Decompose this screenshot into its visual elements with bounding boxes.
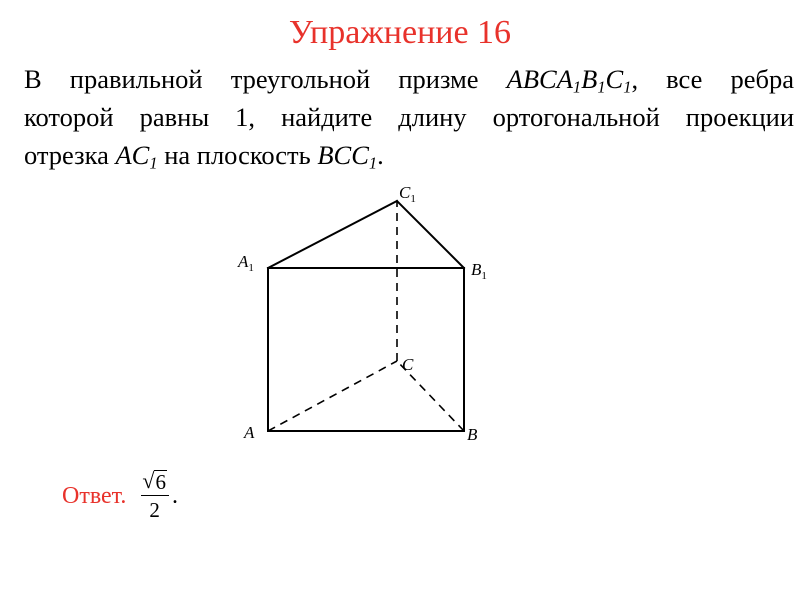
answer-label: Ответ. [62, 482, 127, 509]
answer-period: . [171, 482, 178, 509]
edge-a1-c1 [268, 201, 397, 268]
answer [62, 470, 178, 522]
answer-fraction [140, 470, 169, 522]
problem-text: , все ребра [631, 64, 794, 94]
hidden-edge-a-c [268, 361, 397, 431]
page-title: Упражнение 16 [288, 14, 512, 51]
plane-name: $BCC_1$ [317, 140, 378, 173]
problem-text: . [377, 140, 384, 170]
problem-text: отрезка [24, 140, 116, 170]
problem-text: В правильной треугольной призме [24, 64, 507, 94]
vertex-label-a1: $A_1$ [238, 252, 254, 274]
prism-name: $ABCA_1B_1C_1$ [506, 64, 632, 97]
vertex-label-a: A [244, 423, 255, 442]
problem-line-2: которой равны 1, найдите длину ортогональной проекции [24, 102, 794, 132]
fraction-denominator: 2 [149, 498, 160, 522]
edge-b1-c1 [397, 201, 464, 268]
fraction-bar [141, 495, 169, 496]
vertex-label-c: C [402, 355, 414, 374]
problem-text: на плоскость [157, 140, 318, 170]
fraction-numerator: √ 6 [142, 468, 166, 494]
vertex-label-b1: $B_1$ [471, 260, 487, 282]
vertex-label-b: B [467, 425, 478, 444]
radical-sign: √ [142, 468, 155, 493]
segment-name: $AC_1$ [115, 140, 158, 173]
vertex-label-c1: $C_1$ [399, 183, 416, 205]
